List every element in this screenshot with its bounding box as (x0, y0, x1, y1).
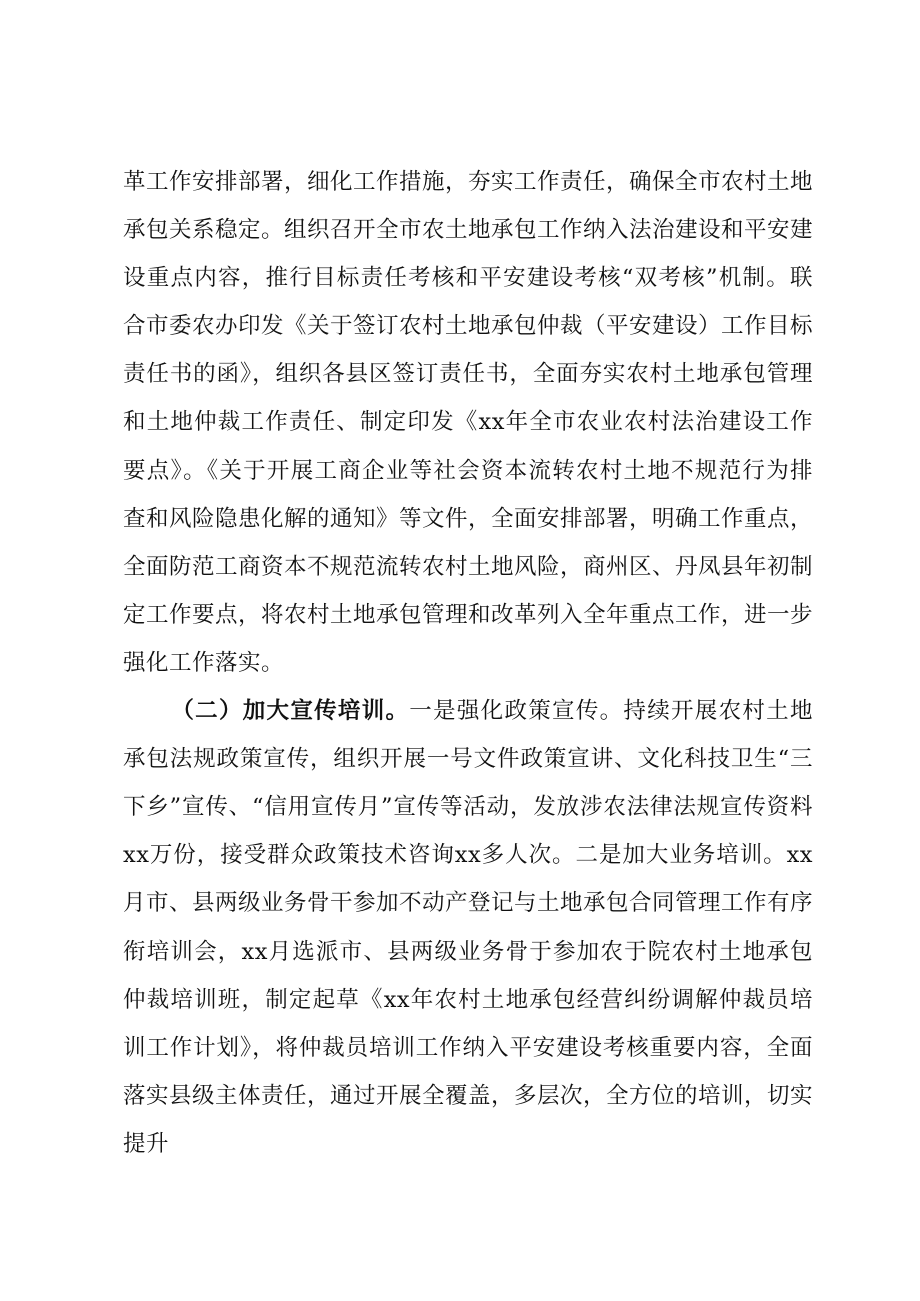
paragraph-2 (123, 687, 813, 1168)
document-body (123, 158, 813, 1168)
section-heading: （二）加大宣传培训。 (171, 698, 410, 725)
paragraph-1 (123, 158, 813, 687)
paragraph-2-text: 一是强化政策宣传。持续开展农村土地承包法规政策宣传，组织开展一号文件政策宣讲、文化科技卫生“三下乡”宣传、“信用宣传月”宣传等活动，发放涉农法律法规宣传资料xx万份，接受群众政策技术咨询xx多人次。二是加大业务培训。xx月市、县两级业务骨干参加不动产登记与土地承包合同管理工作有序衔培训会，xx月选派市、县两级业务骨于参加农于院农村土地承包仲裁培训班，制定起草《xx年农村土地承包经营纠纷调解仲裁员培训工作计划》，将仲裁员培训工作纳入平安建设考核重要内容，全面落实县级主体责任，通过开展全覆盖，多层次，全方位的培训，切实提升 (123, 698, 814, 1157)
paragraph-1-text: 革工作安排部署，细化工作措施，夯实工作责任，确保全市农村土地承包关系稳定。组织召开全市农土地承包工作纳入法治建设和平安建设重点内容，推行目标责任考核和平安建设考核“双考核”机制。联合市委农办印发《关于签订农村土地承包仲裁（平安建设）工作目标责任书的函》，组织各县区签订责任书，全面夯实农村土地承包管理和土地仲裁工作责任、制定印发《xx年全市农业农村法治建设工作要点》。《关于开展工商企业等社会资本流转农村土地不规范行为排查和风险隐患化解的通知》等文件，全面安排部署，明确工作重点，全面防范工商资本不规范流转农村土地风险，商州区、丹凤县年初制定工作要点，将农村土地承包管理和改革列入全年重点工作，进一步强化工作落实。 (123, 169, 814, 676)
